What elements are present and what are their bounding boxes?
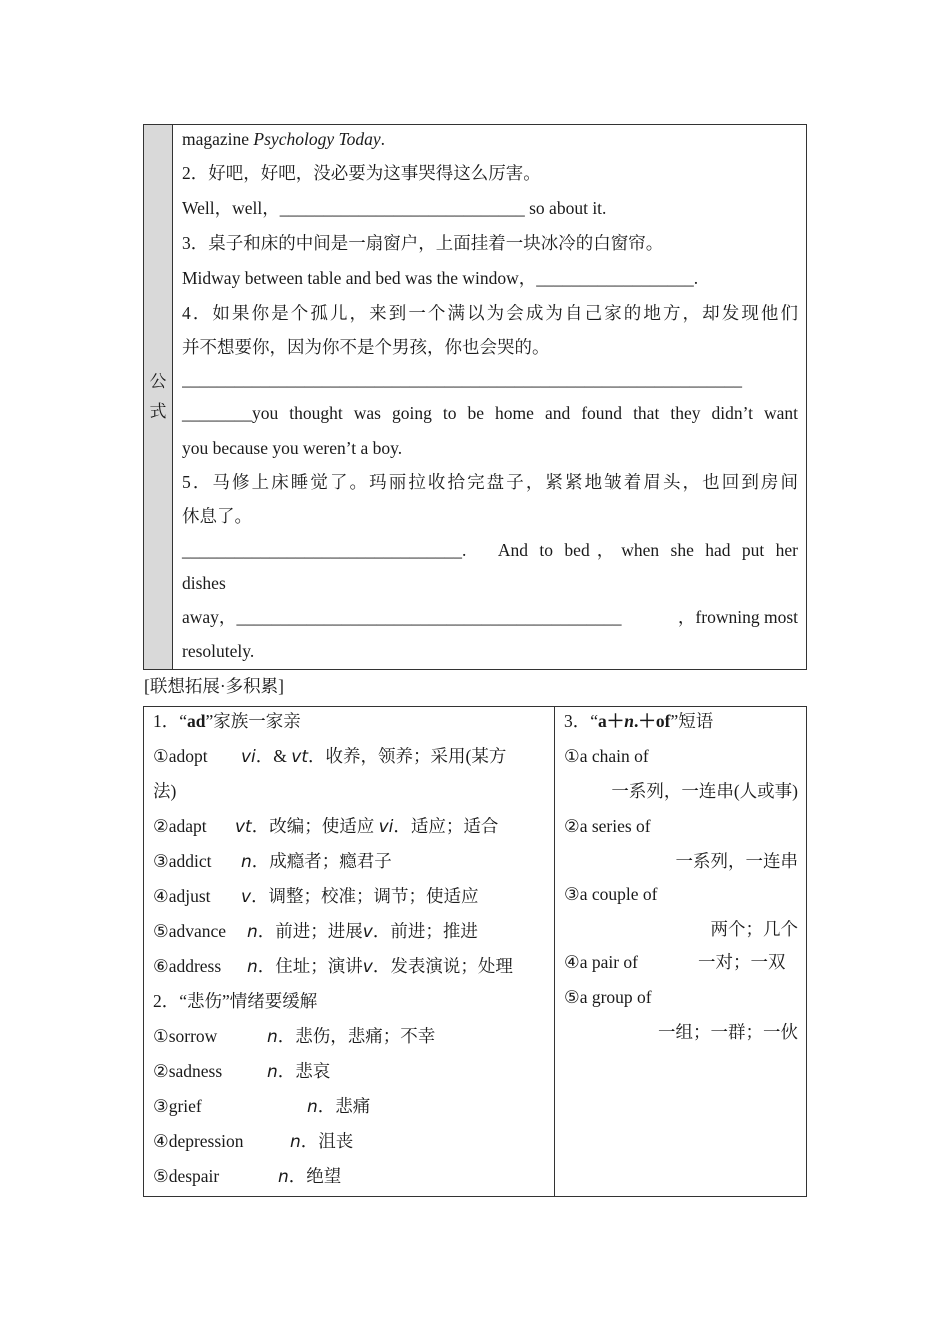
answer-blank[interactable]: __________________ <box>536 268 694 288</box>
exercise-table <box>143 124 807 670</box>
phrase-group: ⑤a group of <box>564 987 652 1007</box>
side-label-char: 式 <box>149 402 167 422</box>
vocab-item-sadness: ②sadness n．悲哀 <box>153 1061 331 1082</box>
vocab-item-sorrow: ①sorrow n．悲伤，悲痛；不幸 <box>153 1026 436 1047</box>
q5-english-line3: away， ____________________________________________ ，frowning most <box>182 607 798 627</box>
answer-blank[interactable]: ____________________________________________ <box>236 607 622 627</box>
vocab-item-advance: ⑤advance n．前进；进展v．前进；推进 <box>153 921 478 942</box>
phrase-couple: ③a couple of <box>564 884 658 904</box>
heading-phrases: 3．“a＋n.＋of”短语 <box>564 711 714 731</box>
vocab-item-addict: ③addict n．成瘾者；瘾君子 <box>153 851 392 872</box>
vocab-item-adopt-cont: 法) <box>153 781 177 801</box>
phrase-pair: ④a pair of 一对；一双 <box>564 952 786 972</box>
q3-english: Midway between table and bed was the window，__________________. <box>182 268 699 288</box>
column-divider <box>554 707 555 1196</box>
q2-english: Well，well，____________________________ so about it. <box>182 198 607 218</box>
heading-ad-family: 1．“ad”家族一家亲 <box>153 711 301 731</box>
phrase-chain-def: 一系列，一连串(人或事) <box>611 781 798 801</box>
vocab-item-depression: ④depression n．沮丧 <box>153 1131 354 1152</box>
q4-chinese-line1: 4．如果你是个孤儿，来到一个满以为会成为自己家的地方，却发现他们 <box>182 303 798 323</box>
phrase-chain: ①a chain of <box>564 746 649 766</box>
q4-english-line2: you because you weren’t a boy. <box>182 438 403 458</box>
phrase-couple-def: 两个；几个 <box>710 919 798 939</box>
vocabulary-table <box>143 706 807 1197</box>
phrase-series: ②a series of <box>564 816 651 836</box>
side-label-char: 公 <box>149 372 167 392</box>
formula-side-label <box>144 125 173 669</box>
answer-blank[interactable]: ________________________________ <box>182 540 462 560</box>
q2-chinese: 2．好吧，好吧，没必要为这事哭得这么厉害。 <box>182 163 541 183</box>
q5-chinese-line2: 休息了。 <box>182 506 252 526</box>
line-magazine: magazine Psychology Today. <box>182 129 385 149</box>
q5-english-line2: dishes <box>182 573 226 593</box>
vocab-item-adopt: ①adopt vi．& vt．收养，领养；采用(某方 <box>153 746 507 767</box>
phrase-series-def: 一系列，一连串 <box>675 851 798 871</box>
phrase-group-def: 一组；一群；一伙 <box>658 1022 798 1042</box>
answer-blank[interactable]: ________________________________________________________________ <box>182 369 742 389</box>
vocab-item-adjust: ④adjust v．调整；校准；调节；使适应 <box>153 886 479 907</box>
vocab-item-despair: ⑤despair n．绝望 <box>153 1166 342 1187</box>
q5-english-line1: ________________________________ . And to bed，when she had put her <box>182 540 798 560</box>
q5-english-line4: resolutely. <box>182 641 255 661</box>
answer-blank[interactable]: ________ <box>182 403 252 423</box>
q4-english-line1: ________ you thought was going to be home and found that they didn’t want <box>182 403 798 423</box>
vocab-item-grief: ③grief n．悲痛 <box>153 1096 371 1117</box>
q3-chinese: 3．桌子和床的中间是一扇窗户，上面挂着一块冰冷的白窗帘。 <box>182 233 664 253</box>
magazine-title: Psychology Today <box>253 129 381 149</box>
q4-chinese-line2: 并不想要你，因为你不是个男孩，你也会哭的。 <box>182 337 550 357</box>
vocab-item-address: ⑥address n．住址；演讲v．发表演说；处理 <box>153 956 513 977</box>
answer-blank[interactable]: ____________________________ <box>279 198 525 218</box>
heading-sadness: 2．“悲伤”情绪要缓解 <box>153 991 318 1011</box>
q5-chinese-line1: 5．马修上床睡觉了。玛丽拉收拾完盘子，紧紧地皱着眉头，也回到房间 <box>182 472 798 492</box>
vocab-item-adapt: ②adapt vt．改编；使适应 vi．适应；适合 <box>153 816 499 837</box>
section-label: [联想拓展·多积累] <box>144 676 284 696</box>
